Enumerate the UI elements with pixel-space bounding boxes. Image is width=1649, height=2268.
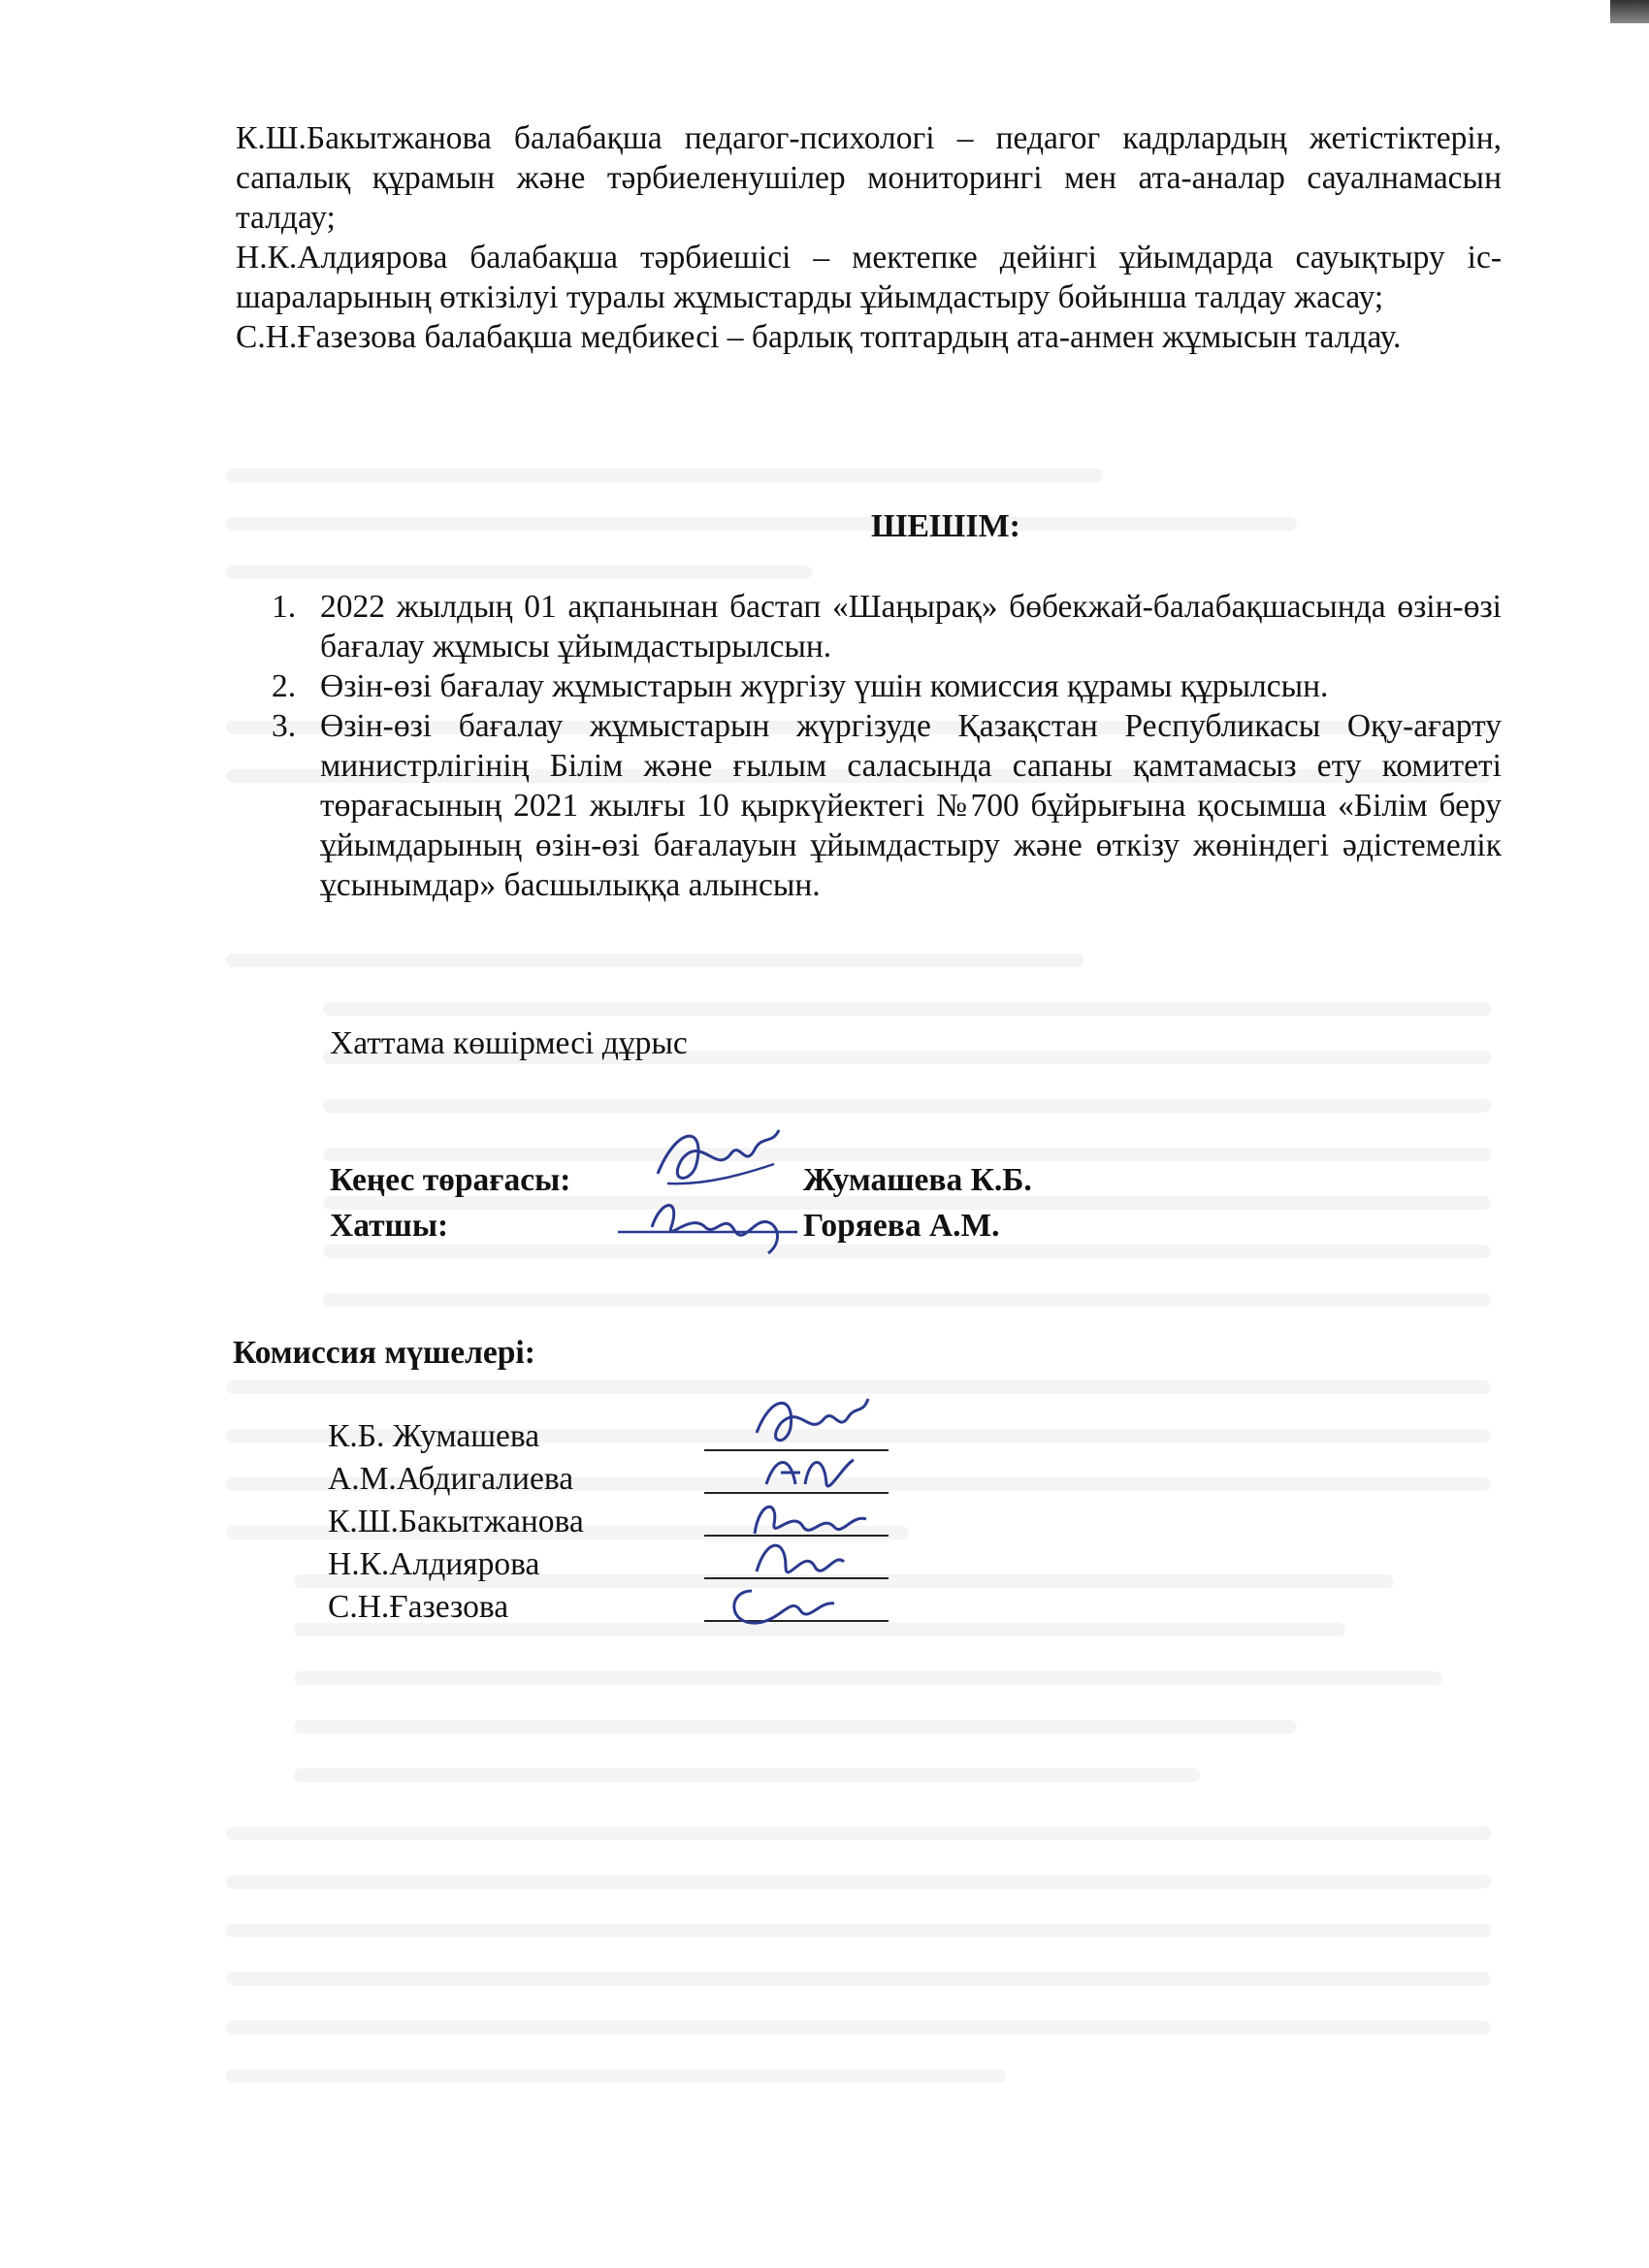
copy-certified-text: Хаттама көшірмесі дұрыс (330, 1025, 688, 1061)
body-paragraphs (236, 118, 1502, 357)
member-name: С.Н.Ғазезова (328, 1589, 509, 1625)
decision-number: 1. (272, 589, 297, 625)
decision-item (272, 706, 1502, 905)
scan-corner-shadow (1610, 0, 1649, 23)
member-name: А.М.Абдигалиева (328, 1461, 574, 1497)
member-row (328, 1461, 573, 1500)
member-row (328, 1546, 539, 1585)
chair-name: Жумашева К.Б. (803, 1162, 1032, 1198)
secretary-role: Хатшы: (330, 1208, 449, 1244)
member-name: К.Ш.Бакытжанова (328, 1504, 584, 1539)
decision-text: 2022 жылдың 01 ақпанынан бастап «Шаңырақ» бөбекжай-балабақшасында өзін-өзі бағалау жұмысы ұйымдастырылсын. (320, 589, 1502, 664)
decision-item (272, 587, 1502, 666)
member-name: Н.К.Алдиярова (328, 1546, 540, 1582)
decision-text: Өзін-өзі бағалау жұмыстарын жүргізу үшін комиссия құрамы құрылсын. (320, 668, 1329, 704)
members-title: Комиссия мүшелері: (233, 1335, 535, 1371)
decision-number: 3. (272, 708, 297, 744)
decision-heading: ШЕШІМ: (871, 508, 1020, 544)
decision-text: Өзін-өзі бағалау жұмыстарын жүргізуде Қазақстан Республикасы Оқу-ағарту министрлігінің Білім және ғылым саласында сапаны қамтамасыз ету комитеті төрағасының 2021 жылғы 10 қыркүйектегі №700 бұйрығына қосымша «Білім беру ұйымдарының өзін-өзі бағалауын ұйымдастыру және өткізу жөніндегі әдістемелік ұсынымдар» басшылыққа алынсын. (320, 708, 1502, 903)
member-row (328, 1589, 508, 1628)
decision-item (272, 666, 1502, 706)
decision-number: 2. (272, 668, 297, 704)
secretary-name: Горяева А.М. (803, 1208, 1000, 1244)
member-row (328, 1418, 539, 1457)
chair-role: Кеңес төрағасы: (330, 1162, 571, 1198)
secretary-handwritten-signature (613, 1193, 807, 1276)
paragraph-bakytzhanova: К.Ш.Бакытжанова балабақша педагог-психологі – педагог кадрлардың жетістіктерін, сапалық құрамын және тәрбиеленушілер мониторингі мен ата-аналар сауалнамасын талдау; (236, 120, 1502, 236)
member-signature-gazezova (723, 1576, 839, 1639)
member-row (328, 1504, 584, 1542)
member-name: К.Б. Жумашева (328, 1418, 540, 1454)
decision-list (272, 587, 1502, 905)
paragraph-gazezova: С.Н.Ғазезова балабақша медбикесі – барлық топтардың ата-анмен жұмысын талдау. (236, 319, 1402, 355)
paragraph-aldiyarova: Н.К.Алдиярова балабақша тәрбиешісі – мектепке дейінгі ұйымдарда сауықтыру іс-шараларының өткізілуі туралы жұмыстарды ұйымдастыру бойынша талдау жасау; (236, 240, 1502, 315)
